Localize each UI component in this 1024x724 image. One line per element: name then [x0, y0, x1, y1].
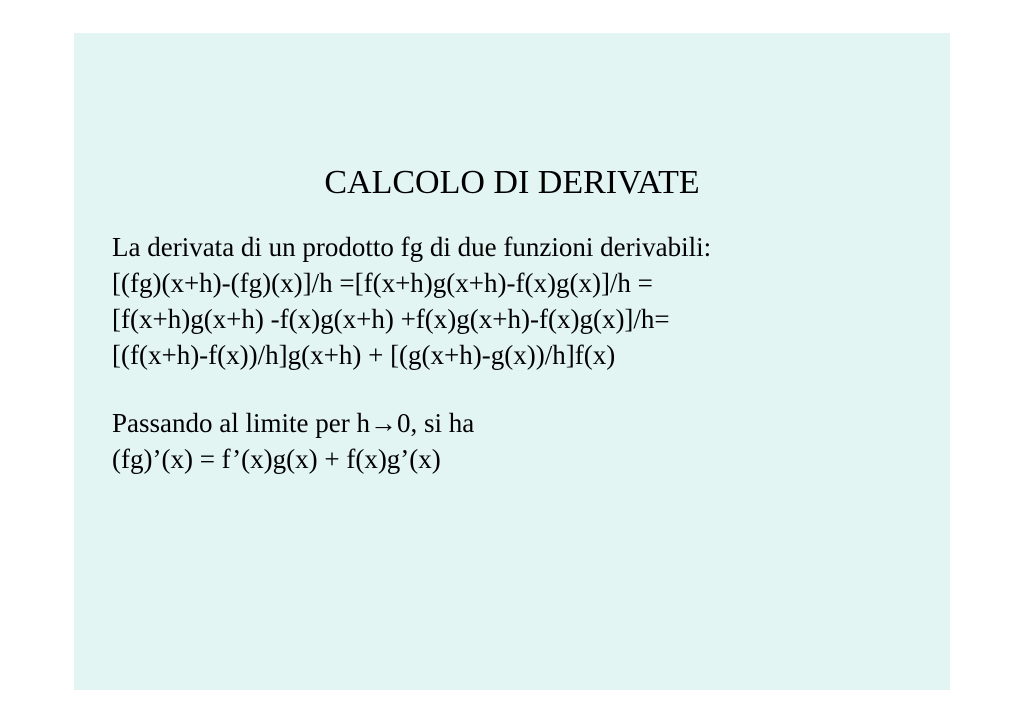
- text-line-1: La derivata di un prodotto fg di due funzioni derivabili:: [112, 232, 712, 262]
- product-rule-result: (fg)’(x) = f’(x)g(x) + f(x)g’(x): [112, 444, 441, 474]
- paragraph-gap: [112, 373, 942, 405]
- formula-line-2: [(fg)(x+h)-(fg)(x)]/h =[f(x+h)g(x+h)-f(x)g(x)]/h =: [112, 268, 653, 298]
- limit-line: Passando al limite per h→0, si ha: [112, 408, 475, 438]
- formula-line-4: [(f(x+h)-f(x))/h]g(x+h) + [(g(x+h)-g(x))/h]f(x): [112, 340, 616, 370]
- slide-body: [112, 229, 942, 477]
- formula-line-3: [f(x+h)g(x+h) -f(x)g(x+h) +f(x)g(x+h)-f(x)g(x)]/h=: [112, 304, 670, 334]
- slide: [74, 33, 950, 690]
- slide-title: CALCOLO DI DERIVATE: [324, 164, 700, 201]
